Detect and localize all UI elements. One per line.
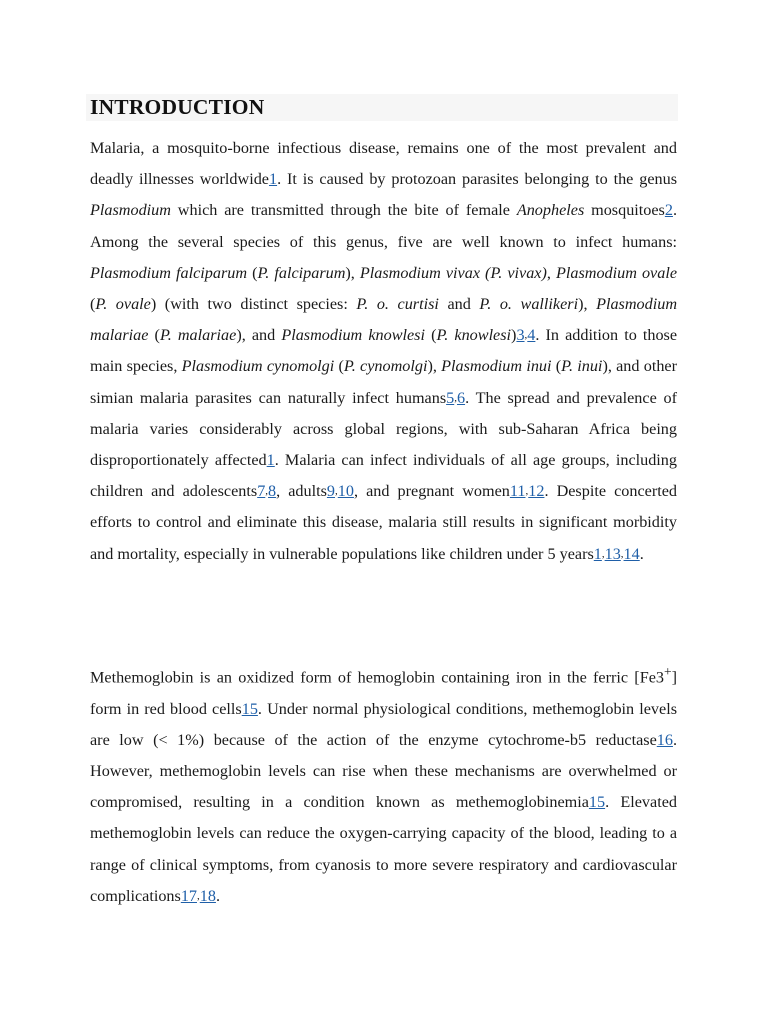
citation-separator: , — [524, 329, 528, 342]
species-name: Anopheles — [516, 201, 585, 220]
species-name: Plasmodium — [90, 201, 171, 220]
citation-link[interactable]: 11 — [509, 482, 526, 501]
species-name: Plasmodium malariae — [90, 295, 678, 345]
citation-link[interactable]: 12 — [528, 482, 545, 501]
species-name: P. o. curtisi — [356, 295, 439, 314]
text-run: ), — [427, 357, 442, 376]
text-run: . Despite concerted efforts to control and eliminate this disease, malaria still results in significant morbidity and mortality, especially in vulnerable populations like children under 5 years — [90, 482, 677, 563]
text-run: ( — [247, 263, 258, 282]
citation-link[interactable]: 8 — [268, 482, 277, 501]
citation-link[interactable]: 7 — [257, 482, 266, 501]
species-name: P. ovale — [95, 295, 151, 314]
text-run: ) — [511, 326, 517, 345]
text-run: ) (with two distinct species: — [150, 295, 357, 314]
citation-link[interactable]: 1 — [266, 451, 275, 470]
text-run: ), — [578, 295, 597, 314]
species-name: Plasmodium vivax (P. vivax) — [359, 263, 547, 282]
text-run: ), and other simian malaria parasites can naturally infect humans — [90, 357, 678, 407]
citation-link[interactable]: 4 — [527, 326, 536, 345]
species-name: Plasmodium cynomolgi — [181, 357, 335, 376]
species-name: P. inui — [561, 357, 603, 376]
text-run: ] form in red blood cells — [90, 668, 677, 718]
citation-separator: , — [601, 547, 605, 560]
text-run: ( — [551, 357, 562, 376]
text-run: mosquitoes — [584, 201, 665, 220]
text-run: . Elevated methemoglobin levels can reduce the oxygen-carrying capacity of the blood, leading to a range of clinical symptoms, from cyanosis to more severe respiratory and cardiovascular complications — [90, 793, 677, 905]
citation-link[interactable]: 10 — [337, 482, 354, 501]
citation-separator: , — [265, 485, 269, 498]
citation-link[interactable]: 13 — [604, 544, 621, 563]
text-run: . Among the several species of this genus, five are well known to infect humans: — [90, 201, 678, 251]
text-run: ( — [424, 326, 437, 345]
paragraph-methemoglobin — [90, 656, 677, 912]
species-name: P. falciparum — [257, 263, 346, 282]
species-name: Plasmodium knowlesi — [281, 326, 425, 345]
citation-link[interactable]: 14 — [623, 544, 640, 563]
citation-link[interactable]: 15 — [588, 793, 606, 812]
text-run: . In addition to those main species, — [90, 326, 678, 376]
citation-link[interactable]: 18 — [199, 886, 216, 905]
species-name: Plasmodium ovale — [555, 263, 678, 282]
text-run: Malaria, a mosquito-borne infectious disease, remains one of the most prevalent and deadly illnesses worldwide — [90, 139, 677, 189]
citation-link[interactable]: 1 — [593, 544, 602, 563]
text-run: Methemoglobin is an oxidized form of hemoglobin containing iron in the ferric [Fe3 — [90, 668, 664, 687]
text-run: and — [438, 295, 480, 314]
text-run: ( — [90, 295, 96, 314]
citation-separator: , — [197, 889, 200, 902]
citation-link[interactable]: 9 — [326, 482, 336, 501]
citation-separator: , — [620, 547, 624, 560]
superscript: + — [663, 664, 672, 679]
text-run: ( — [334, 357, 344, 376]
text-run: , adults — [276, 482, 327, 501]
text-run: . — [639, 544, 644, 563]
citation-separator: , — [454, 391, 457, 404]
species-name: Plasmodium inui — [441, 357, 552, 376]
citation-link[interactable]: 5 — [446, 388, 455, 407]
text-run: . The spread and prevalence of malaria varies considerably across global regions, with sub-Saharan Africa being disproportionately affected — [90, 388, 678, 470]
citation-link[interactable]: 2 — [664, 201, 673, 220]
species-name: Plasmodium falciparum — [90, 263, 248, 282]
text-run: . It is caused by protozoan parasites belonging to the genus — [277, 170, 677, 189]
text-run: which are transmitted through the bite of female — [170, 201, 517, 220]
text-run: . — [215, 886, 220, 905]
species-name: P. malariae — [159, 326, 237, 345]
text-run: . Under normal physiological conditions, methemoglobin levels are low (< 1%) because of the action of the enzyme cytochrome-b5 reductase — [90, 699, 678, 749]
text-run: ), and — [236, 326, 282, 345]
citation-link[interactable]: 16 — [656, 730, 673, 749]
citation-link[interactable]: 15 — [241, 699, 258, 718]
species-name: P. cynomolgi — [343, 357, 428, 376]
citation-link[interactable]: 1 — [268, 170, 278, 189]
citation-separator: , — [525, 485, 529, 498]
text-run: . However, methemoglobin levels can rise when these mechanisms are overwhelmed or compromised, resulting in a condition known as methemoglobinemia — [90, 730, 677, 812]
citation-link[interactable]: 6 — [456, 388, 466, 407]
section-heading: INTRODUCTION — [90, 95, 265, 119]
text-run: ), — [345, 263, 360, 282]
paragraph-malaria — [90, 133, 677, 570]
citation-link[interactable]: 17 — [180, 886, 197, 905]
citation-separator: , — [335, 485, 338, 498]
citation-link[interactable]: 3 — [516, 326, 525, 345]
species-name: P. o. wallikeri — [479, 295, 579, 314]
text-run: ( — [148, 326, 160, 345]
text-run: . Malaria can infect individuals of all age groups, including children and adolescents — [90, 451, 677, 501]
text-run: , — [546, 263, 556, 282]
species-name: P. knowlesi — [436, 326, 512, 345]
text-run: , and pregnant women — [353, 482, 510, 501]
